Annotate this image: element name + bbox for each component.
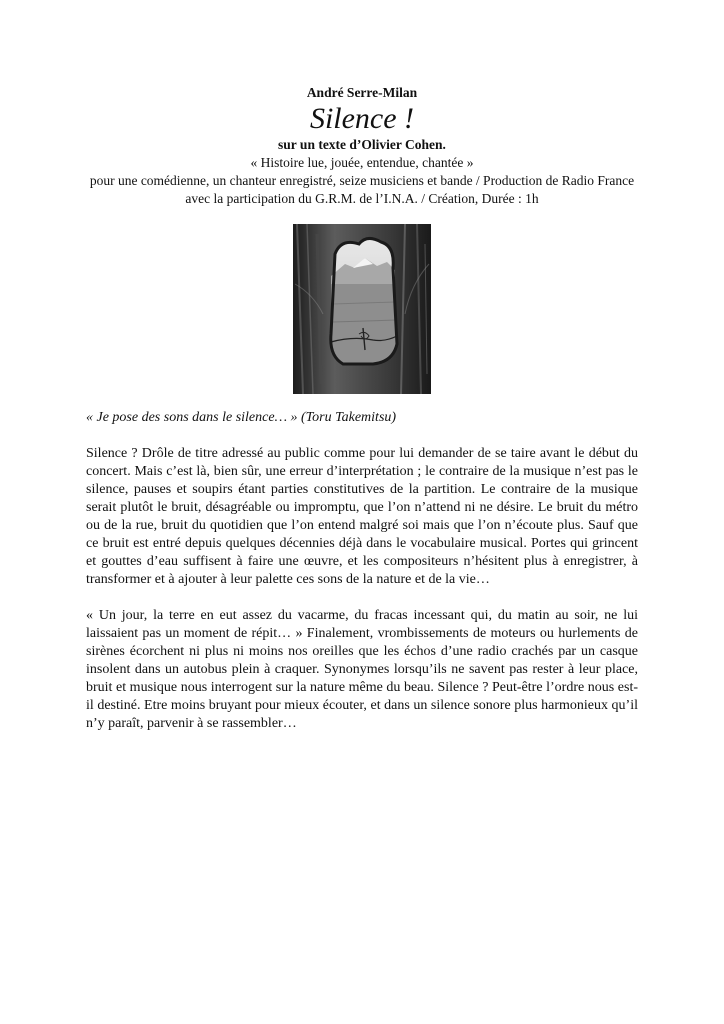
document-page [86,84,638,733]
work-details: pour une comédienne, un chanteur enregistré, seize musiciens et bande / Production de Radio France avec la participation du G.R.M. de l’I.N.A. / Création, Durée : 1h [89,173,635,206]
epigraph-quote: « Je pose des sons dans le silence… » (Toru Takemitsu) [86,410,397,425]
body-paragraph: « Un jour, la terre en eut assez du vacarme, du fracas incessant qui, du matin au soir, ne lui laissaient pas un moment de répit… » Finalement, vrombissements de moteurs ou hurlements de sirènes écorchent ni plus ni moins nos oreilles que les échos d’une radio crachés par un casque insolent dans un autobus plein à craquer. Synonymes lorsqu’ils ne savent pas rester à leur place, bruit et musique nous interrogent sur la nature même du beau. Silence ? Peut-être l’ordre nous est-il destiné. Etre moins bruyant pour mieux écouter, et dans un silence sonore plus harmonieux qu’il n’y paraît, parvenir à se rassembler… [86,608,638,731]
text-credit: sur un texte d’Olivier Cohen. [278,137,446,152]
author-name: André Serre-Milan [306,85,418,100]
stone-arch-landscape-photo [293,224,431,394]
work-subtitle: « Histoire lue, jouée, entendue, chantée » [250,155,474,170]
work-title: Silence ! [309,102,415,135]
document-header [86,84,638,208]
body-paragraph: Silence ? Drôle de titre adressé au public comme pour lui demander de se taire avant le début du concert. Mais c’est là, bien sûr, une erreur d’interprétation ; le contraire de la musique n’est pas le silence, pauses et soupirs étant parties constitutives de la partition. Le contraire de la musique serait plutôt le bruit, désagréable ou impromptu, que l’on n’attend ni ne désire. Le bruit du métro ou de la rue, bruit du quotidien que l’on entend malgré soi mais que l’on n’écoute plus. Sauf que ce bruit est entré depuis quelques décennies déjà dans le vocabulaire musical. Portes qui grincent et gouttes d’eau suffisent à faire une œuvre, et les compositeurs n’hésitent plus à enregistrer, à transformer et à ajouter à leur palette ces sons de la nature et de la vie… [86,446,638,587]
